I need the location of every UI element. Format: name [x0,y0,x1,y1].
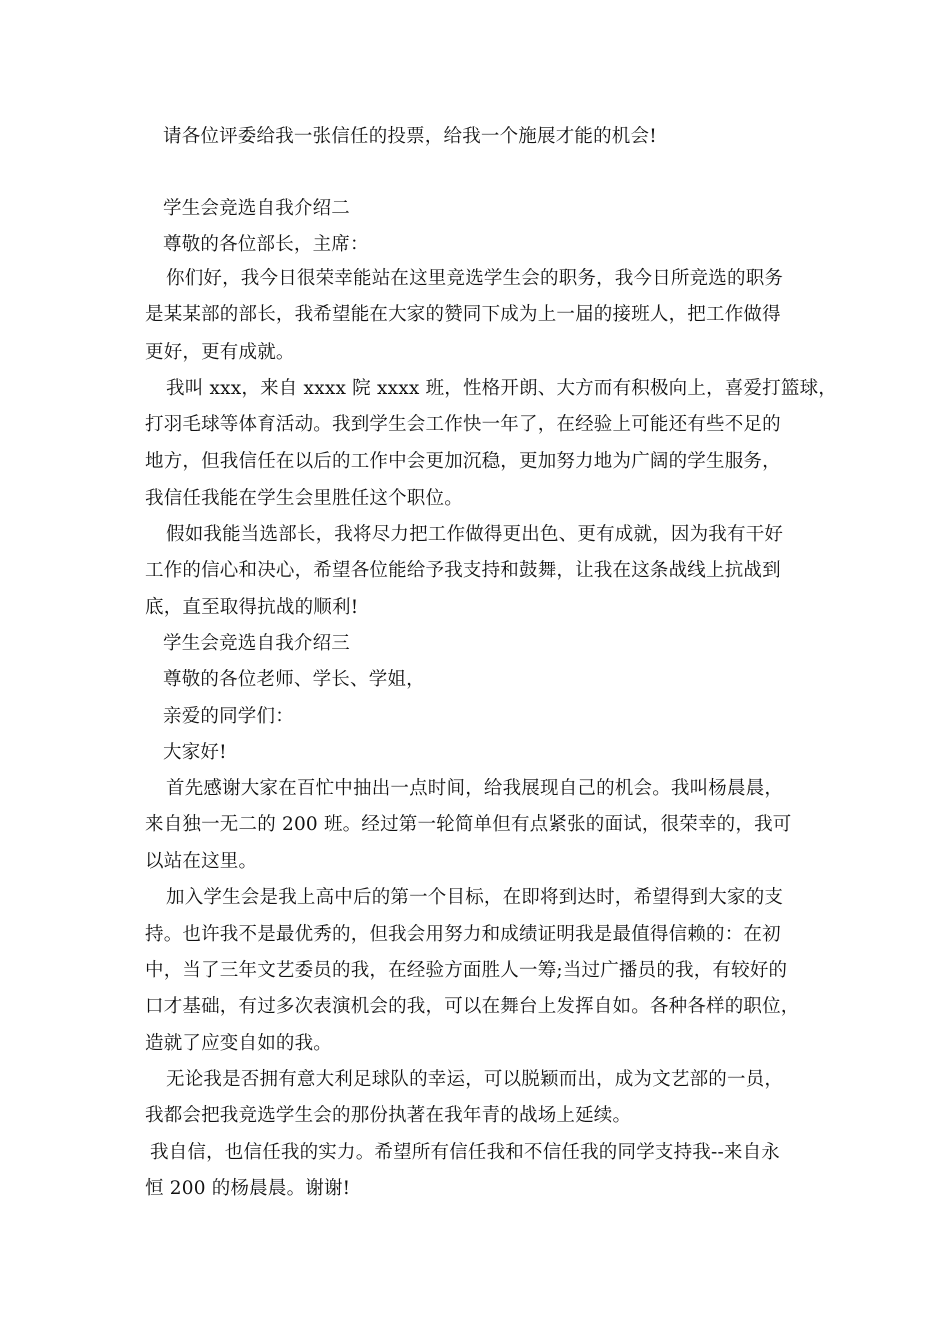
paragraph-line: 底，直至取得抗战的顺利! [145,597,359,618]
paragraph-line: 无论我是否拥有意大利足球队的幸运，可以脱颖而出，成为文艺部的一员， [166,1069,784,1090]
paragraph-line: 持。也许我不是最优秀的，但我会用努力和成绩证明我是最值得信赖的：在初 [145,924,781,945]
closing-appeal-line: 请各位评委给我一张信任的投票，给我一个施展才能的机会! [163,126,657,147]
paragraph-line: 首先感谢大家在百忙中抽出一点时间，给我展现自己的机会。我叫杨晨晨， [166,778,784,799]
paragraph-line: 你们好，我今日很荣幸能站在这里竞选学生会的职务，我今日所竞选的职务 [166,268,784,289]
paragraph-line: 以站在这里。 [145,851,258,872]
paragraph-line: 是某某部的部长，我希望能在大家的赞同下成为上一届的接班人，把工作做得 [145,304,781,325]
salutation-line: 尊敬的各位老师、学长、学姐， [163,669,425,690]
paragraph-line: 中，当了三年文艺委员的我，在经验方面胜人一筹;当过广播员的我，有较好的 [145,960,788,981]
paragraph-line: 造就了应变自如的我。 [145,1033,333,1054]
paragraph-line: 假如我能当选部长，我将尽力把工作做得更出色、更有成就，因为我有干好 [166,524,784,545]
greeting-line: 大家好! [163,742,227,763]
section-heading-2: 学生会竞选自我介绍二 [163,198,351,219]
section-heading-3: 学生会竞选自我介绍三 [163,633,351,654]
paragraph-line: 我自信，也信任我的实力。希望所有信任我和不信任我的同学支持我--来自永 [150,1142,781,1163]
salutation-line: 尊敬的各位部长，主席： [163,234,369,255]
paragraph-line: 口才基础，有过多次表演机会的我，可以在舞台上发挥自如。各种各样的职位， [145,996,800,1017]
paragraph-line: 来自独一无二的 200 班。经过第一轮简单但有点紧张的面试，很荣幸的，我可 [145,814,792,835]
salutation-line: 亲爱的同学们： [163,706,294,727]
paragraph-line: 我都会把我竞选学生会的那份执著在我年青的战场上延续。 [145,1105,632,1126]
paragraph-line: 打羽毛球等体育活动。我到学生会工作快一年了，在经验上可能还有些不足的 [145,414,781,435]
paragraph-line: 我叫 xxx，来自 xxxx 院 xxxx 班，性格开朗、大方而有积极向上，喜爱打篮球， [166,378,837,399]
paragraph-line: 我信任我能在学生会里胜任这个职位。 [145,488,463,509]
paragraph-line: 加入学生会是我上高中后的第一个目标，在即将到达时，希望得到大家的支 [166,887,784,908]
paragraph-line: 更好，更有成就。 [145,342,295,363]
paragraph-line: 地方，但我信任在以后的工作中会更加沉稳，更加努力地为广阔的学生服务， [145,451,781,472]
paragraph-line: 恒 200 的杨晨晨。谢谢! [145,1178,351,1199]
paragraph-line: 工作的信心和决心，希望各位能给予我支持和鼓舞，让我在这条战线上抗战到 [145,560,781,581]
